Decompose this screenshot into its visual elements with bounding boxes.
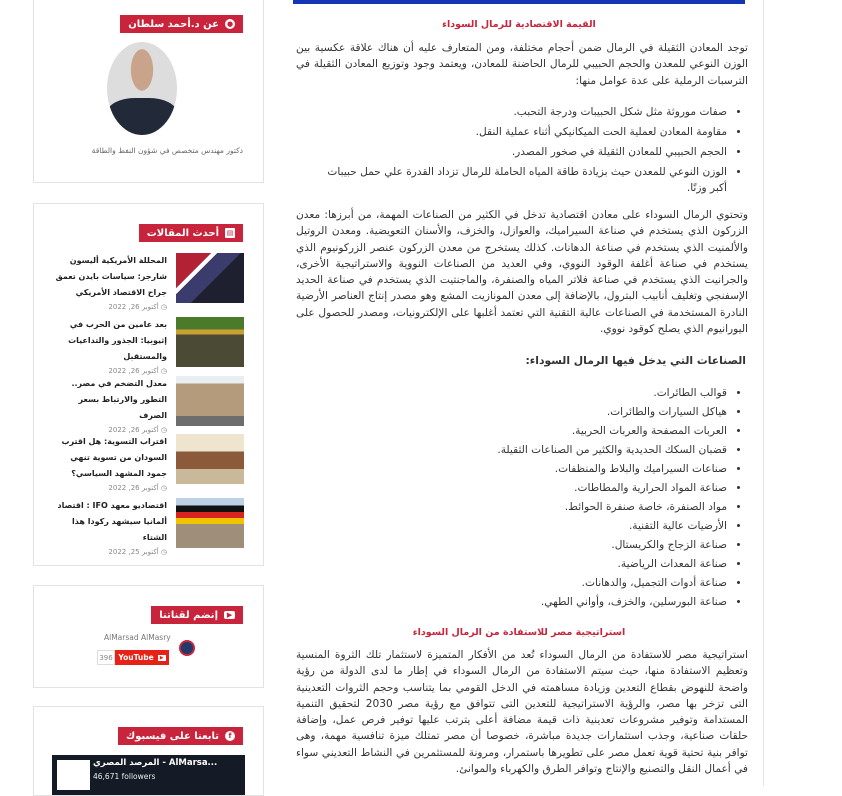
list-item: • الوزن النوعي للمعدن حيث بزيادة طاقة المياه الحاملة للرمال تزداد القدرة علي حمل حبيبات أكبر وزنًا.: [311, 164, 727, 196]
list-item: • صناعة المعدات الرياضية.: [311, 556, 727, 572]
author-photo: [107, 42, 177, 135]
facebook-widget: [33, 706, 264, 796]
post-title[interactable]: بعد عامين من الحرب في إثيوبيا: الجذور والتداعيات والمستقبل ◷ أكتوبر 26, 2022: [52, 317, 167, 377]
section-heading-economic-value: القيمة الاقتصادية للرمال السوداء: [442, 19, 596, 30]
youtube-icon: ▶: [224, 611, 235, 619]
post-date: ◷ أكتوبر 26, 2022: [108, 303, 167, 311]
list-item: • مواد الصنفرة، خاصة صنفرة الحوائط.: [311, 499, 727, 515]
list-item: • صناعة الزجاج والكريستال.: [311, 537, 727, 553]
article-top-bar: [293, 0, 745, 4]
channel-logo[interactable]: [174, 633, 200, 663]
subscriber-count: 396: [97, 650, 115, 665]
factors-list: [311, 104, 741, 200]
list-item[interactable]: [54, 317, 244, 375]
latest-articles-title: أحدث المقالات: [146, 227, 219, 239]
list-item[interactable]: [54, 253, 244, 311]
list-item[interactable]: [54, 376, 244, 434]
about-author-header: [120, 15, 243, 33]
channel-name[interactable]: AlMarsad AlMasry: [104, 633, 171, 642]
post-thumbnail[interactable]: [176, 253, 244, 303]
youtube-subscribe-button[interactable]: [115, 650, 169, 665]
latest-articles-header: [139, 224, 243, 242]
list-item: • العربات المصفحة والعربات الحربية.: [311, 423, 727, 439]
section-heading-industries: الصناعات التي يدخل فيها الرمال السوداء:: [525, 354, 746, 367]
document-icon: ▤: [226, 229, 234, 237]
youtube-widget: [33, 585, 264, 688]
latest-articles-widget: [33, 203, 264, 566]
post-date: ◷ أكتوبر 25, 2022: [108, 548, 167, 556]
list-item: • الأرضيات عالية التقنية.: [311, 518, 727, 534]
post-title[interactable]: معدل التضخم في مصر.. التطور والارتباط بسعر الصرف ◷ أكتوبر 26, 2022: [52, 376, 167, 436]
author-caption: دكتور مهندس متخصص في شؤون النفط والطاقة: [91, 146, 243, 155]
youtube-title: إنضم لقناتنا: [159, 609, 218, 621]
post-thumbnail[interactable]: [176, 498, 244, 548]
list-item[interactable]: [54, 498, 244, 556]
list-item: • صناعات السيراميك والبلاط والمنظفات.: [311, 461, 727, 477]
list-item[interactable]: [54, 434, 244, 492]
list-item: • قوالب الطائرات.: [311, 385, 727, 401]
post-date: ◷ أكتوبر 26, 2022: [108, 426, 167, 434]
facebook-title: تابعنا على فيسبوك: [125, 730, 219, 742]
list-item: • صناعة البورسلين، والخزف، وأواني الطهي.: [311, 594, 727, 610]
list-item: • صفات موروثة مثل شكل الحبيبات ودرجة التحبب.: [311, 104, 727, 120]
play-icon: ▶: [159, 654, 164, 661]
post-title[interactable]: اقتراب التسوية: هل اقترب السودان من تسوية تنهي جمود المشهد السياسي؟ ◷ أكتوبر 26, 2022: [52, 434, 167, 494]
section-heading-strategy: استراتيجية مصر للاستفادة من الرمال السوداء: [412, 627, 626, 638]
post-date: ◷ أكتوبر 26, 2022: [108, 367, 167, 375]
list-item: • صناعة المواد الحرارية والمطاطات.: [311, 480, 727, 496]
article-paragraph: استراتيجية مصر للاستفادة من الرمال السوداء تُعد من الأفكار المتميزة لاستثمار تلك الثروة المنسية وتعظيم الاستفادة منها، حيث سيتم الاستفادة من الرمال السوداء في إطار ما لدى الدولة من رؤية واضحة للنهوض بقطاع التعدين وزيادة مساهمته في الدخل القومي بما يتناسب وحجم الثروات التعدينية التى تزخر بها مصر، والرؤية الاستراتيجية للتعدين التى تتوافق مع رؤية مصر 2030 لتحقيق التنمية المستدامة وتوفير مشروعات تعدينية ذات قيمة مضافة أعلى يترتب عليها توفير فرص عمل، وإضافة حلقات صناعية، وجذب استثمارات جديدة مباشرة، خصوصا أن مصر تمتلك ميزة تنافسية مهمة، وهى توافر بنية تحتية قوية تعمل مصر على تطويرها باستمرار، ومرونة للمستثمرين في النشاط التعديني سواء في أعمال النقل والتصنيع والإنتاج وتوافر الطرق والكهرباء والموانئ.: [296, 649, 748, 776]
user-circle-icon: ●: [226, 20, 234, 28]
youtube-header: [151, 606, 243, 624]
column-divider: [763, 0, 764, 786]
youtube-button-label: YouTube: [118, 653, 154, 662]
industries-list: [311, 385, 741, 613]
post-thumbnail[interactable]: [176, 376, 244, 426]
facebook-page-box[interactable]: [52, 755, 245, 795]
facebook-page-name[interactable]: المرصد المصري - AlMarsa...: [93, 758, 218, 768]
list-item: • صناعة أدوات التجميل، والدهانات.: [311, 575, 727, 591]
list-item: • قضبان السكك الحديدية والكثير من الصناعات الثقيلة.: [311, 442, 727, 458]
facebook-header: [118, 727, 243, 745]
post-thumbnail[interactable]: [176, 317, 244, 367]
about-author-widget: [33, 0, 264, 183]
list-item: • هياكل السيارات والطائرات.: [311, 404, 727, 420]
facebook-icon: f: [225, 731, 235, 741]
list-item: • مقاومة المعادن لعملية الحت الميكانيكي أثناء عملية النقل.: [311, 124, 727, 140]
article-paragraph: وتحتوي الرمال السوداء على معادن اقتصادية تدخل في الكثير من الصناعات المهمة، من أبرزها: معدن الزركون الذي يستخدم في صناعة السيراميك، والعوازل، والخزف، والأسنان التعويضية. ومعدن الروتيل والألمنيت الذي يستخدم في صناعة الدهانات. كذلك يستخرج من معدن الزركون عنصر الزركونيوم الذي يستخدم في صناعة أغلفة الوقود النووي، وفي العديد من الصناعات النووية والاستراتيجية الأخرى، والجرانيت الذي يستخدم في صناعة فلاتر المياه والصنفرة، والماجنتيت الذي يستخدم في صناعة الحديد الإسفنجي وتغليف أنابيب البترول، بالإضافة إلى معدن المونازيت المشع وهو مصدر إنتاج العناصر الأرضية النادرة المستخدمة في الصناعات عالية التقنية التي تعتمد أغلبها على الإلكترونيات، ومصدر للحصول على اليورانيوم الذي يصلح كوقود نووي.: [296, 209, 748, 336]
post-title[interactable]: اقتصاديو معهد IFO : اقتصاد ألمانيا سيشهد ركودا هذا الشتاء ◷ أكتوبر 25, 2022: [52, 498, 167, 558]
article-paragraph: توجد المعادن الثقيلة في الرمال ضمن أحجام مختلفة، ومن المتعارف عليه أن هناك علاقة عكسية بين الوزن النوعي للمعدن والحجم الحبيبي للرمال الحاضنة للمعادن، ويعتمد وجود وتوزيع المعادن الثقيلة في الترسبات الرملية على عدة عوامل منها:: [296, 42, 748, 87]
post-date: ◷ أكتوبر 26, 2022: [108, 484, 167, 492]
post-thumbnail[interactable]: [176, 434, 244, 484]
list-item: • الحجم الحبيبي للمعادن الثقيلة في صخور المصدر.: [311, 144, 727, 160]
about-author-title: عن د.أحمد سلطان: [128, 18, 219, 30]
facebook-followers: 46,671 followers: [93, 772, 156, 781]
post-title[interactable]: المحللة الأمريكية أليسون شارجر: سياسات بايدن تعمق جراح الاقتصاد الأمريكي ◷ أكتوبر 26, 2022: [52, 253, 167, 313]
